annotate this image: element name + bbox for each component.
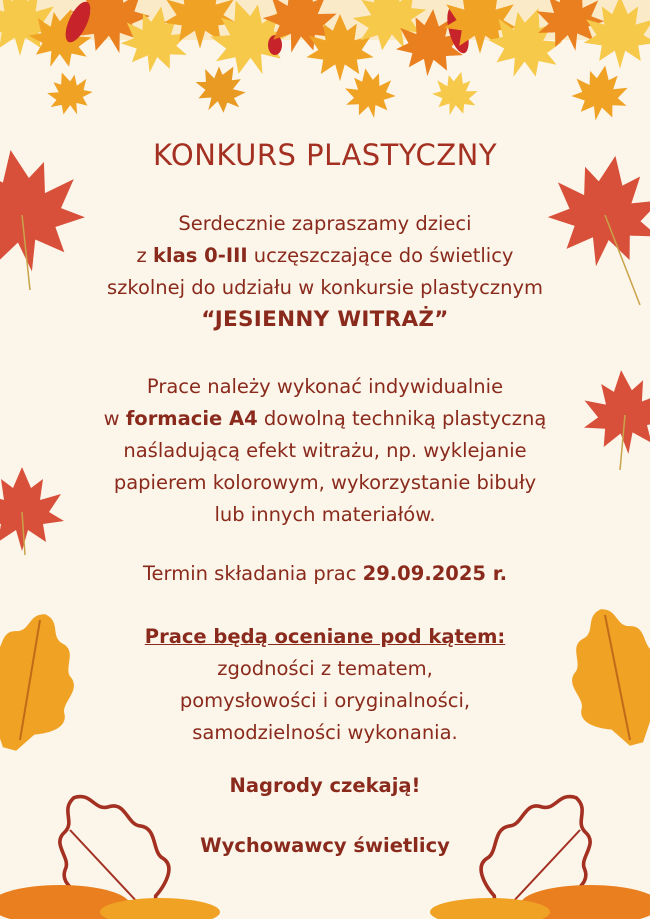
criteria-section: [40, 621, 610, 749]
rules-line: papierem kolorowym, wykorzystanie bibuły: [113, 471, 537, 494]
rules-text: dowolną techniką plastyczną: [257, 407, 547, 430]
rules-paragraph: [40, 371, 610, 531]
top-leaf-garland: [0, 0, 650, 125]
invitation-text: z: [136, 244, 153, 267]
rules-line: lub innych materiałów.: [214, 503, 436, 526]
criteria-item: zgodności z tematem,: [217, 657, 433, 680]
criteria-heading: Prace będą oceniane pod kątem:: [144, 625, 506, 648]
deadline: [40, 558, 610, 590]
invitation-paragraph: [40, 208, 610, 336]
invitation-line: szkolnej do udziału w konkursie plastycznym: [106, 276, 544, 299]
invitation-line: Serdecznie zapraszamy dzieci: [178, 212, 472, 235]
deadline-label: Termin składania prac: [142, 562, 363, 585]
bottom-leaf-fills: [0, 885, 650, 919]
rules-line: Prace należy wykonać indywidualnie: [146, 375, 504, 398]
paper-format: formacie A4: [125, 407, 258, 430]
rules-line: [40, 403, 610, 435]
deadline-date: 29.09.2025 r.: [362, 562, 508, 585]
invitation-line: [40, 240, 610, 272]
prizes-note: Nagrody czekają!: [229, 774, 421, 797]
signature: Wychowawcy świetlicy: [200, 834, 450, 857]
rules-line: naśladującą efekt witrażu, np. wyklejanie: [123, 439, 527, 462]
invitation-text: uczęszczające do świetlicy: [247, 244, 514, 267]
rules-text: w: [103, 407, 126, 430]
criteria-item: pomysłowości i oryginalności,: [179, 689, 471, 712]
class-range: klas 0-III: [152, 244, 248, 267]
contest-name: “JESIENNY WITRAŻ”: [201, 307, 449, 332]
poster-title: KONKURS PLASTYCZNY: [152, 138, 498, 172]
criteria-item: samodzielności wykonania.: [192, 721, 458, 744]
